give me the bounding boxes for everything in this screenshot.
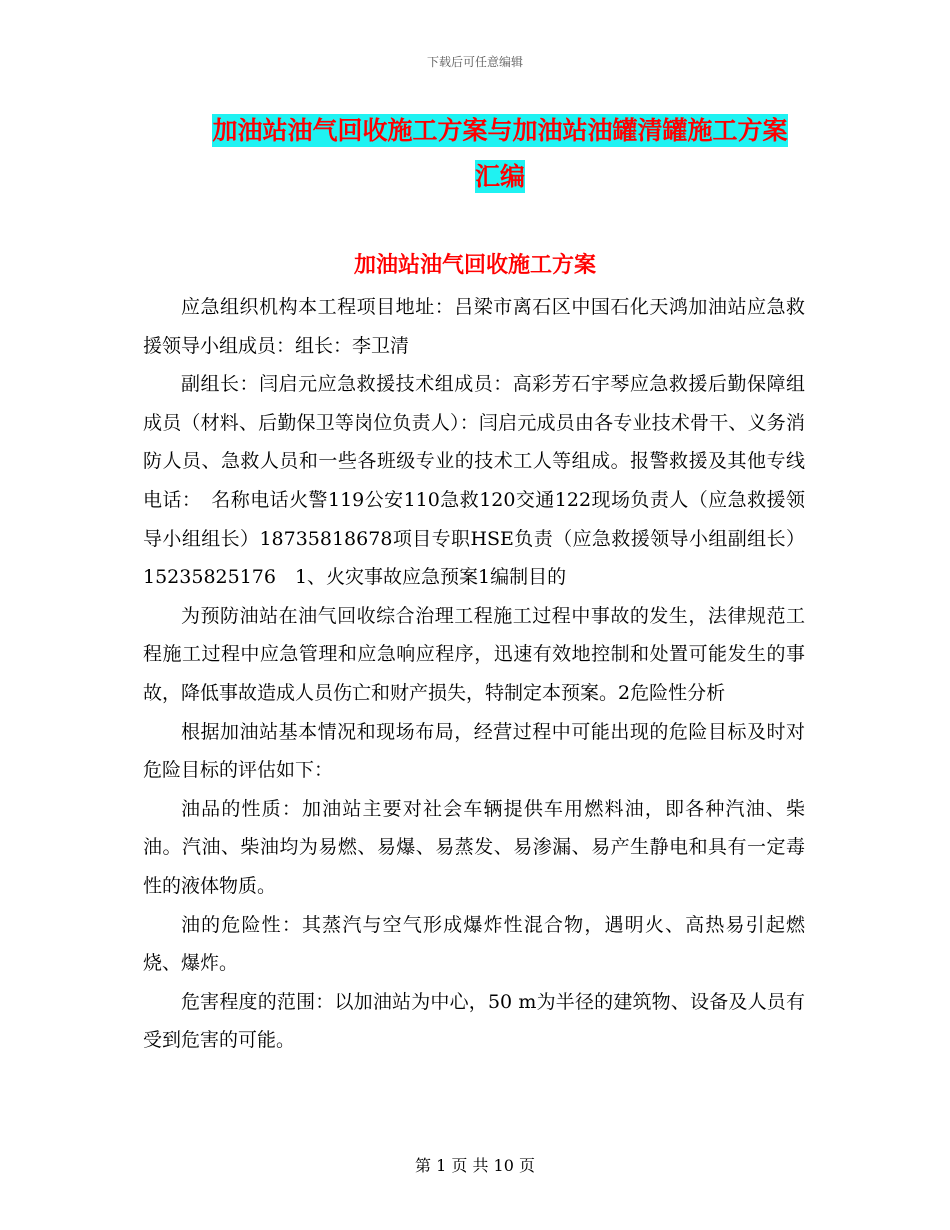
document-title-line-2: 汇编 [474, 162, 525, 191]
section-title: 加油站油气回收施工方案 [353, 253, 596, 278]
document-title-line-1: 加油站油气回收施工方案与加油站油罐清罐施工方案 [212, 116, 788, 145]
document-body [143, 288, 805, 1060]
page-number-footer: 第 1 页 共 10 页 [415, 1156, 535, 1175]
paragraph-hazard-range: 危害程度的范围：以加油站为中心，50 m为半径的建筑物、设备及人员有受到危害的可能。 [143, 990, 805, 1052]
page-header-note: 下载后可任意编辑 [426, 55, 523, 69]
paragraph-emergency-organization: 应急组织机构本工程项目地址：吕梁市离石区中国石化天鸿加油站应急救援领导小组成员：组长：李卫清 [143, 296, 805, 357]
paragraph-oil-danger: 油的危险性：其蒸汽与空气形成爆炸性混合物，遇明火、高热易引起燃烧、爆炸。 [143, 913, 805, 975]
paragraph-oil-properties: 油品的性质：加油站主要对社会车辆提供车用燃料油，即各种汽油、柴油。汽油、柴油均为易燃、易爆、易蒸发、易渗漏、易产生静电和具有一定毒性的液体物质。 [143, 797, 805, 897]
document-title [190, 108, 810, 200]
paragraph-purpose: 为预防油站在油气回收综合治理工程施工过程中事故的发生，法律规范工程施工过程中应急管理和应急响应程序，迅速有效地控制和处置可能发生的事故，降低事故造成人员伤亡和财产损失，特制定本预案。2危险性分析 [143, 604, 805, 704]
paragraph-hazard-analysis: 根据加油站基本情况和现场布局，经营过程中可能出现的危险目标及时对危险目标的评估如下： [143, 720, 805, 782]
paragraph-deputy-leader: 副组长：闫启元应急救援技术组成员：高彩芳石宇琴应急救援后勤保障组成员（材料、后勤保卫等岗位负责人）：闫启元成员由各专业技术骨干、义务消防人员、急救人员和一些各班级专业的技术工人等组成。报警救援及其他专线电话： 名称电话火警119公安110急救120交通122现场负责人（应急救援领导小组组长）18735818678项目专职HSE负责（应急救援领导小组副组长）15235825176 1、火灾事故应急预案1编制目的 [143, 373, 805, 589]
